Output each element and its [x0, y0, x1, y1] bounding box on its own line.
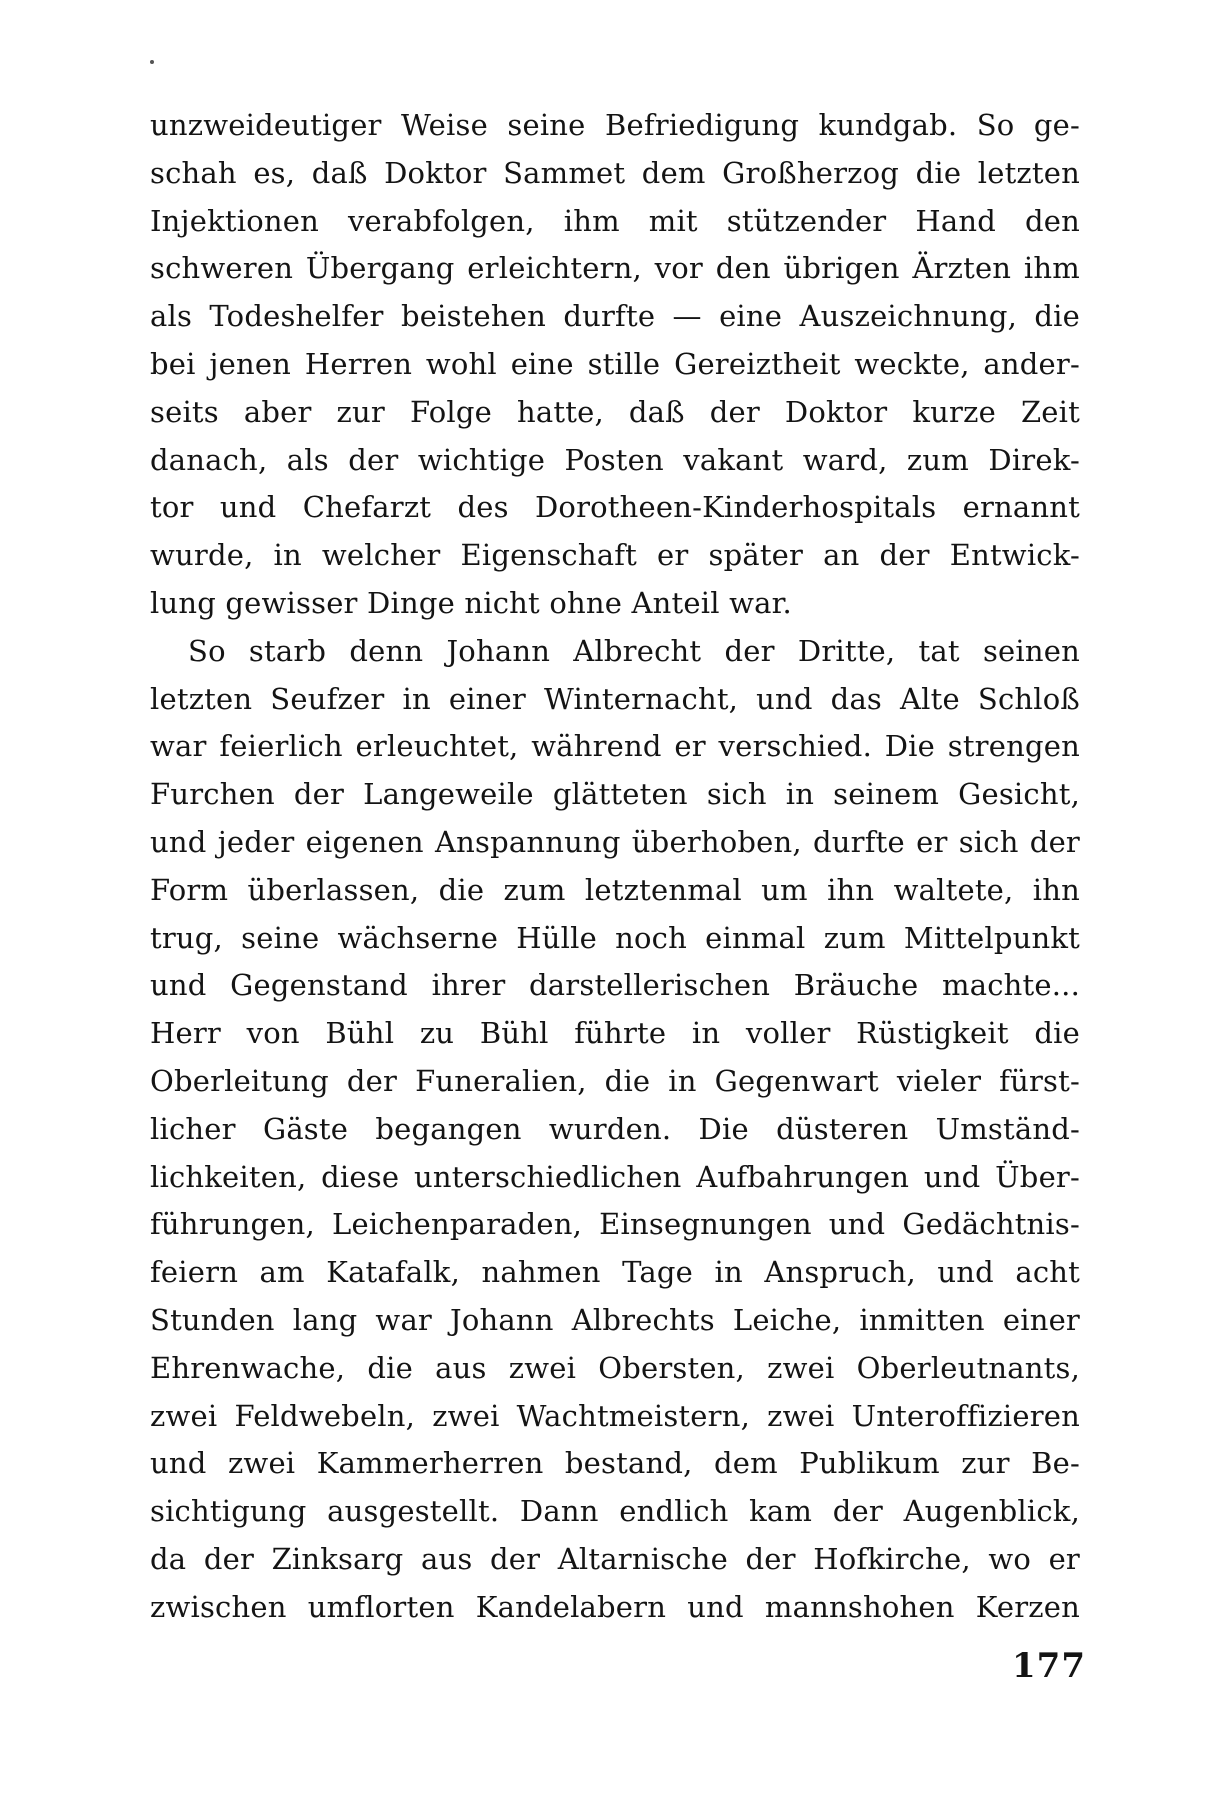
text-line: Furchen der Langeweile glätteten sich in seinem Gesicht, — [150, 777, 1080, 812]
text-line: und Gegenstand ihrer darstellerischen Bräuche machte... — [150, 968, 1080, 1003]
printer-mark — [150, 60, 154, 64]
text-line: als Todeshelfer beistehen durfte — eine Auszeichnung, die — [150, 299, 1080, 334]
page-number: 177 — [1012, 1646, 1086, 1686]
text-line: unzweideutiger Weise seine Befriedigung kundgab. So ge- — [150, 108, 1080, 142]
text-line: Herr von Bühl zu Bühl führte in voller Rüstigkeit die — [150, 1016, 1080, 1051]
body-text — [150, 102, 1080, 1632]
text-line: lichkeiten, diese unterschiedlichen Aufbahrungen und Über- — [150, 1159, 1080, 1194]
text-line: So starb denn Johann Albrecht der Dritte, tat seinen — [188, 633, 1080, 668]
text-line: und zwei Kammerherren bestand, dem Publikum zur Be- — [150, 1446, 1080, 1481]
text-line: führungen, Leichenparaden, Einsegnungen und Gedächtnis- — [150, 1207, 1080, 1242]
text-line: und jeder eigenen Anspannung überhoben, durfte er sich der — [150, 824, 1080, 859]
text-line: zwei Feldwebeln, zwei Wachtmeistern, zwei Unteroffizieren — [150, 1398, 1080, 1433]
text-line: danach, als der wichtige Posten vakant ward, zum Direk- — [150, 442, 1080, 477]
text-line: schweren Übergang erleichtern, vor den übrigen Ärzten ihm — [150, 251, 1080, 286]
text-line: Ehrenwache, die aus zwei Obersten, zwei Oberleutnants, — [150, 1350, 1080, 1385]
text-line: Form überlassen, die zum letztenmal um ihn waltete, ihn — [150, 872, 1080, 907]
text-line: licher Gäste begangen wurden. Die düsteren Umständ- — [150, 1111, 1080, 1146]
text-line: da der Zinksarg aus der Altarnische der Hofkirche, wo er — [150, 1541, 1080, 1576]
text-line: tor und Chefarzt des Dorotheen-Kinderhospitals ernannt — [150, 490, 1080, 525]
text-line: zwischen umflorten Kandelabern und mannshohen Kerzen — [150, 1589, 1080, 1624]
text-line: war feierlich erleuchtet, während er verschied. Die strengen — [150, 729, 1080, 764]
text-line: feiern am Katafalk, nahmen Tage in Anspruch, und acht — [150, 1255, 1080, 1290]
text-line: seits aber zur Folge hatte, daß der Doktor kurze Zeit — [150, 394, 1080, 429]
text-line: sichtigung ausgestellt. Dann endlich kam der Augenblick, — [150, 1494, 1080, 1529]
text-line: Oberleitung der Funeralien, die in Gegenwart vieler fürst- — [150, 1063, 1080, 1098]
text-line: bei jenen Herren wohl eine stille Gereiztheit weckte, ander- — [150, 346, 1080, 381]
text-line: Stunden lang war Johann Albrechts Leiche, inmitten einer — [150, 1302, 1080, 1337]
text-line: Injektionen verabfolgen, ihm mit stützender Hand den — [150, 203, 1080, 238]
text-line: schah es, daß Doktor Sammet dem Großherzog die letzten — [150, 155, 1080, 190]
text-line: lung gewisser Dinge nicht ohne Anteil war. — [150, 585, 792, 620]
text-line: letzten Seufzer in einer Winternacht, und das Alte Schloß — [150, 681, 1080, 716]
text-line: wurde, in welcher Eigenschaft er später an der Entwick- — [150, 538, 1080, 573]
text-line: trug, seine wächserne Hülle noch einmal zum Mittelpunkt — [150, 920, 1080, 955]
